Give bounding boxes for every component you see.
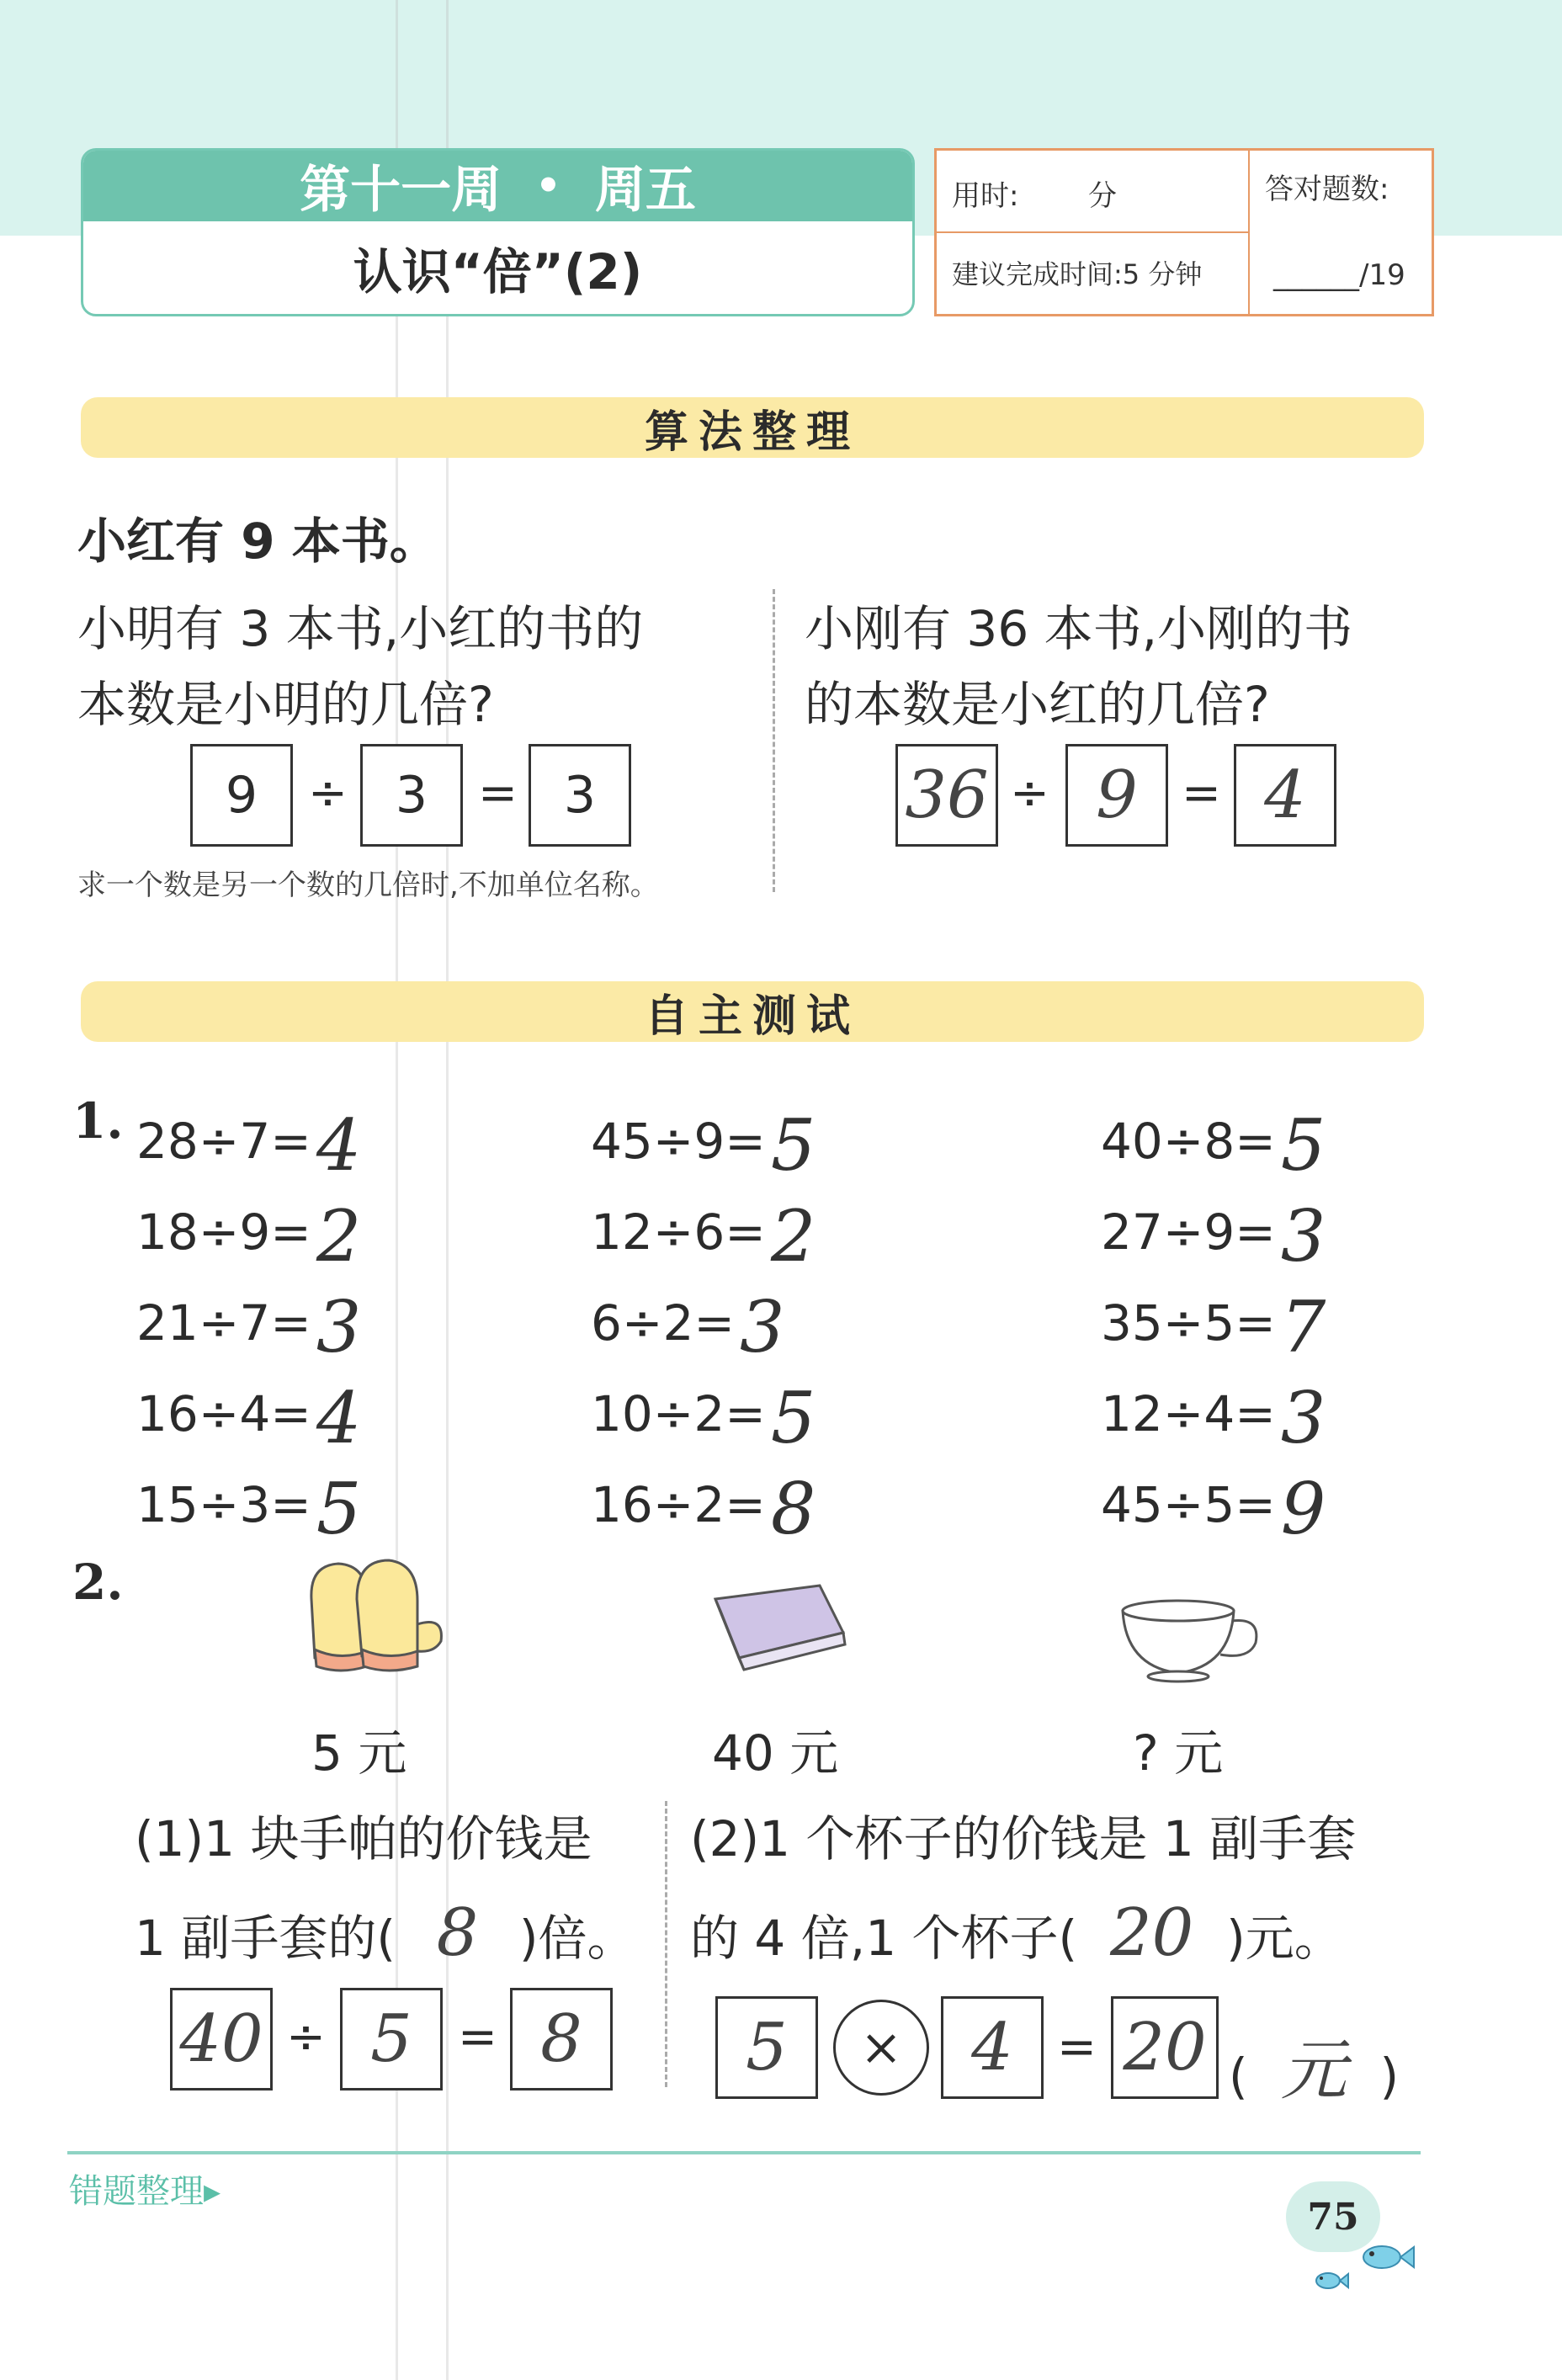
part2-eq-operator-circle: × — [833, 2000, 929, 2096]
fish-decoration-icon — [1310, 2235, 1427, 2303]
part2-answer: 20 — [1109, 1895, 1194, 1971]
section-banner-self-test: 自主测试 — [81, 981, 1424, 1042]
right-eq-box-divisor: 9 — [1065, 744, 1168, 847]
handwritten-answer: 9 — [1280, 1468, 1326, 1550]
part2-line2: 的 4 倍,1 个杯子( 20 )元。 — [690, 1895, 1343, 1971]
mittens-icon — [286, 1549, 454, 1683]
left-question-line2: 本数是小明的几倍? — [77, 676, 494, 733]
column-divider — [773, 589, 775, 892]
part1-line2: 1 副手套的( 8 )倍。 — [135, 1895, 636, 1971]
exercise-item: 45÷9=5 — [591, 1104, 816, 1187]
section-banner-algorithm: 算法整理 — [81, 397, 1424, 458]
exercise-item: 27÷9=3 — [1101, 1195, 1326, 1278]
lead-sentence: 小红有 9 本书。 — [77, 513, 438, 570]
right-eq-box-result: 4 — [1234, 744, 1336, 847]
page-number: 75 — [1286, 2181, 1380, 2252]
right-eq-box-dividend: 36 — [895, 744, 998, 847]
exercise-item: 16÷4=4 — [136, 1377, 362, 1459]
part2-unit: ( 元 ) — [1229, 2018, 1399, 2112]
left-eq-divide-sign: ÷ — [308, 766, 348, 821]
mittens-price: 5 元 — [311, 1724, 407, 1782]
week-day-bar — [83, 151, 912, 221]
part1-eq-divide-sign: ÷ — [286, 2010, 326, 2064]
right-eq-divide-sign: ÷ — [1010, 766, 1049, 821]
exercise-item: 12÷6=2 — [591, 1195, 816, 1278]
question-2-number: 2. — [72, 1554, 124, 1611]
exercise-item: 28÷7=4 — [136, 1104, 362, 1187]
left-eq-box-divisor: 3 — [360, 744, 463, 847]
handwritten-answer: 5 — [770, 1377, 816, 1459]
table-divider — [1248, 151, 1250, 314]
footer-divider — [67, 2151, 1421, 2154]
handwritten-answer: 3 — [1280, 1377, 1326, 1459]
minutes-unit: 分 — [1088, 179, 1117, 213]
exercise-item: 10÷2=5 — [591, 1377, 816, 1459]
right-eq-equals-sign: = — [1182, 766, 1221, 821]
handwritten-answer: 4 — [316, 1104, 362, 1187]
left-eq-box-dividend: 9 — [190, 744, 293, 847]
part1-eq-box-dividend: 40 — [170, 1988, 273, 2090]
exercise-item: 12÷4=3 — [1101, 1377, 1326, 1459]
exercise-item: 16÷2=8 — [591, 1468, 816, 1550]
part1-eq-box-result: 8 — [510, 1988, 613, 2090]
exercise-item: 6÷2=3 — [591, 1286, 785, 1368]
cup-icon — [1116, 1596, 1267, 1688]
handkerchief-price: 40 元 — [712, 1724, 839, 1782]
table-divider — [937, 231, 1248, 233]
separator-dot: • — [535, 162, 561, 210]
part1-eq-box-divisor: 5 — [340, 1988, 443, 2090]
right-question-line1: 小刚有 36 本书,小刚的书 — [805, 600, 1353, 657]
lesson-title: 认识“倍”(2) — [353, 243, 643, 300]
part2-eq-box-second: 4 — [941, 1996, 1044, 2099]
exercise-item: 15÷3=5 — [136, 1468, 362, 1550]
day-label: 周五 — [594, 161, 696, 220]
week-label: 第十一周 — [300, 161, 502, 220]
exercise-item: 35÷5=7 — [1101, 1286, 1326, 1368]
left-eq-equals-sign: = — [478, 766, 518, 821]
column-divider — [665, 1801, 667, 2087]
correct-count-label: 答对题数: — [1265, 173, 1389, 206]
time-score-table — [934, 148, 1434, 316]
part2-eq-box-result: 20 — [1111, 1996, 1219, 2099]
score-total: ______/19 — [1273, 258, 1405, 292]
handwritten-answer: 7 — [1280, 1286, 1326, 1368]
time-used-label: 用时: — [952, 179, 1019, 213]
question-1-number: 1. — [72, 1092, 124, 1150]
exercise-item: 18÷9=2 — [136, 1195, 362, 1278]
part2-eq-box-first: 5 — [715, 1996, 818, 2099]
handwritten-answer: 2 — [770, 1195, 816, 1278]
exercise-item: 40÷8=5 — [1101, 1104, 1326, 1187]
handwritten-answer: 5 — [1280, 1104, 1326, 1187]
lesson-header — [81, 148, 915, 316]
error-review-label: 错题整理▸ — [69, 2172, 221, 2211]
part2-unit-answer: 元 — [1281, 2033, 1347, 2109]
exercise-item: 45÷5=9 — [1101, 1468, 1326, 1550]
handwritten-answer: 3 — [316, 1286, 362, 1368]
handkerchief-icon — [702, 1574, 853, 1683]
part1-answer: 8 — [436, 1895, 479, 1971]
handwritten-answer: 3 — [740, 1286, 785, 1368]
part2-eq-equals-sign: = — [1057, 2020, 1097, 2075]
page-fold-line — [446, 0, 449, 2380]
left-eq-box-result: 3 — [529, 744, 631, 847]
handwritten-answer: 5 — [770, 1104, 816, 1187]
handwritten-answer: 5 — [316, 1468, 362, 1550]
part1-eq-equals-sign: = — [458, 2010, 497, 2064]
handwritten-answer: 2 — [316, 1195, 362, 1278]
part1-line1: (1)1 块手帕的价钱是 — [135, 1810, 592, 1867]
left-question-line1: 小明有 3 本书,小红的书的 — [77, 600, 644, 657]
cup-price: ? 元 — [1133, 1724, 1224, 1782]
right-question-line2: 的本数是小红的几倍? — [805, 676, 1270, 733]
handwritten-answer: 3 — [1280, 1195, 1326, 1278]
part2-line1: (2)1 个杯子的价钱是 1 副手套 — [690, 1810, 1357, 1867]
exercise-item: 21÷7=3 — [136, 1286, 362, 1368]
handwritten-answer: 8 — [770, 1468, 816, 1550]
suggested-time: 建议完成时间:5 分钟 — [952, 258, 1203, 290]
unit-note: 求一个数是另一个数的几倍时,不加单位名称。 — [77, 869, 659, 902]
handwritten-answer: 4 — [316, 1377, 362, 1459]
